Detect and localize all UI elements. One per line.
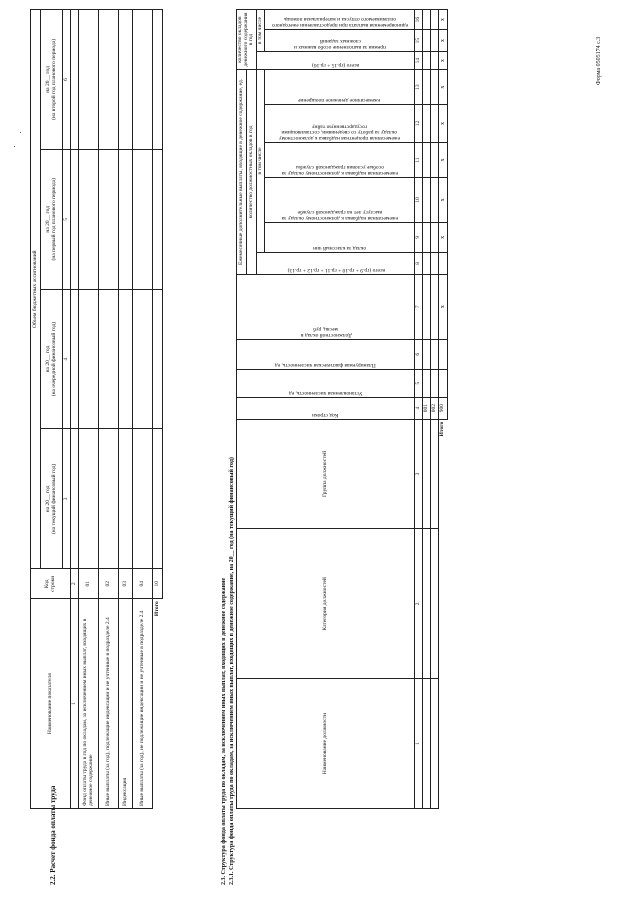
x-mark: x [439, 105, 448, 143]
h-rank: оклад за классный чин [265, 222, 415, 252]
col-number: 3 [415, 419, 423, 529]
col-number: 6 [63, 10, 71, 150]
h-group: Группа должностей [237, 419, 415, 529]
h-established: Установленная численность, ед [237, 369, 415, 397]
col-number: 4 [415, 397, 423, 419]
h-code: Код строки [237, 397, 415, 419]
table-row-code: 04 [133, 569, 153, 599]
section-title: 2.2. Расчет фонда оплаты труда [49, 785, 57, 885]
payroll-fund-table [30, 9, 163, 809]
total-code: 900 [439, 397, 448, 419]
col-number: 4 [63, 289, 71, 429]
h-secret: ежемесячная процентная надбавка к должностному окладу за работу со сведениями, составляющими государственную тайну [265, 105, 415, 143]
salary-structure-table [236, 9, 448, 809]
col-number: 9 [415, 222, 423, 252]
col-number: 1 [71, 599, 79, 809]
h-bonus: ежемесячное денежное поощрение [265, 70, 415, 105]
table-row-code: 02 [99, 569, 119, 599]
x-mark: x [439, 177, 448, 222]
h-premium: премии за выполнение особо важных и сложных заданий [265, 30, 415, 52]
col-number: 7 [415, 274, 423, 339]
h-position-name: Наименование должности [237, 679, 415, 809]
col-number: 15 [415, 30, 423, 52]
scan-speck [14, 146, 15, 147]
h-special: ежемесячная надбавка к должностному окладу за особые условия гражданской службы [265, 143, 415, 178]
x-mark: x [439, 222, 448, 252]
h-annual: количество окладов денежного содержания в год [237, 10, 257, 70]
h-incl2: в том числе [257, 10, 265, 52]
table-row-code: 03 [119, 569, 133, 599]
col-number: 13 [415, 70, 423, 105]
h-total2: всего (гр.15 + гр.16) [257, 52, 415, 70]
h-category: Категория должностей [237, 529, 415, 679]
total-label: Итого [153, 601, 160, 617]
year-header: на 20__ год (на второй год планового периода) [41, 10, 63, 150]
h-incl: в том числе [257, 70, 265, 253]
col-number: 12 [415, 105, 423, 143]
h-leave: единовременная выплата при предоставлении ежегодного оплачиваемого отпуска и материальная помощь [265, 10, 415, 30]
col-number: 1 [415, 679, 423, 809]
row-code: 002 [431, 397, 439, 419]
table-row-name: Иные выплаты (за год), подлежащие индексации и не учтенные в подразделе 2.4 [99, 599, 119, 809]
table-row-code: 01 [79, 569, 99, 599]
col-number: 8 [415, 252, 423, 274]
total-row [439, 10, 448, 809]
col-code-header: Код строки [31, 569, 71, 599]
x-mark: x [439, 30, 448, 52]
x-mark: x [439, 52, 448, 70]
h-total: всего (гр.9 + гр.10 + гр.11 + гр.12 + гр.13) [257, 252, 415, 274]
form-code: Форма 0505174 с.3 [596, 36, 602, 85]
table-row [431, 10, 439, 809]
col-number: 16 [415, 10, 423, 30]
row-code: 001 [423, 397, 431, 419]
year-header: на 20__ год (на очередной финансовый год) [41, 289, 63, 429]
table-row-name: Индексация [119, 599, 133, 809]
x-mark: x [439, 274, 448, 339]
col-number: 11 [415, 143, 423, 178]
x-mark: x [439, 143, 448, 178]
scan-speck [20, 132, 21, 133]
h-planned: Планируемая фактическая численность, ед [237, 339, 415, 369]
col-number: 2 [415, 529, 423, 679]
col-name-header: Наименование показателя [31, 599, 71, 809]
h-monthly-extra: Ежемесячные дополнительные выплаты, входящие в денежное содержание, ед. [237, 70, 247, 275]
table-row-name: Фонд оплаты труда в год по окладам, за исключением иных выплат, входящих в денежное содержание [79, 599, 99, 809]
table-row [423, 10, 431, 809]
col-number: 2 [71, 569, 79, 599]
x-mark: x [439, 70, 448, 105]
h-salary: Должностной оклад в месяц, руб [237, 274, 415, 339]
year-header: на 20__ год (на текущий финансовый год) [41, 429, 63, 569]
col-volume-header: Объем бюджетных ассигнований [31, 10, 41, 569]
col-number-row [415, 10, 423, 809]
section-23-title: 2.3. Структура фонда оплаты труда по окладам, за исключением иных выплат, входящих в денежное содержание [221, 577, 227, 885]
year-header: на 20__ год (на первый год планового периода) [41, 149, 63, 289]
col-number: 14 [415, 52, 423, 70]
h-seniority: ежемесячная надбавка к должностному окладу за выслугу лет на гражданской службе [265, 177, 415, 222]
h-qty-salaries: количество должностных окладов в год [247, 70, 257, 275]
col-number: 5 [415, 369, 423, 397]
table-row-name: Иные выплаты (за год), не подлежащие индексации и не учтенные в подразделе 2.4 [133, 599, 153, 809]
col-number: 6 [415, 339, 423, 369]
total-label: Итого [439, 421, 446, 437]
section-231-title: 2.3.1. Структура фонда оплаты труда по окладам, за исключением иных выплат, входящих в денежное содержание, на 20__ год (на текущий финансовый год) [229, 457, 235, 885]
total-code: 10 [153, 569, 163, 599]
col-number: 10 [415, 177, 423, 222]
col-number: 5 [63, 149, 71, 289]
col-number: 3 [63, 429, 71, 569]
x-mark: x [439, 10, 448, 30]
